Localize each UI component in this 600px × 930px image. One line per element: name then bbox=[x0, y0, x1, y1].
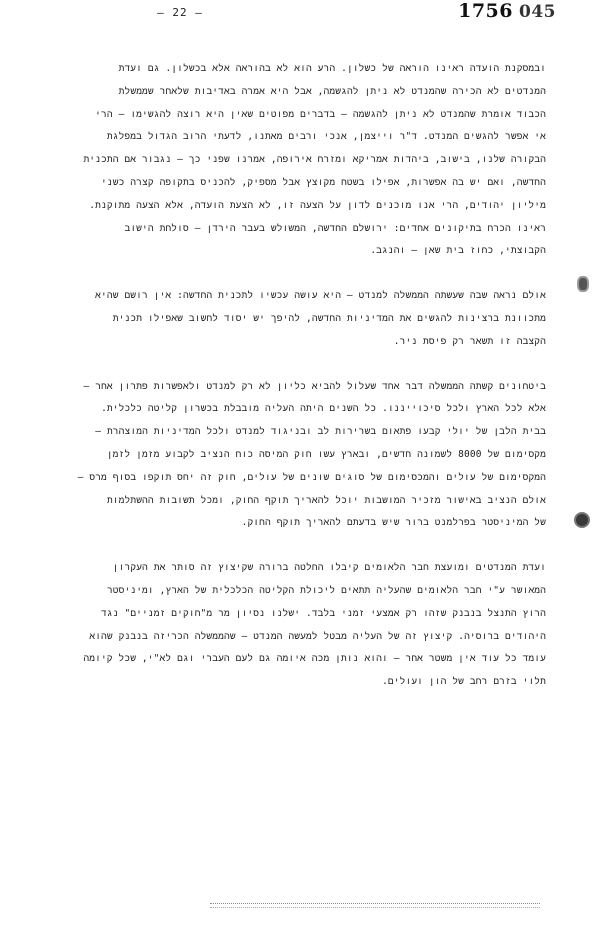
paragraph bbox=[66, 557, 546, 694]
text-line: המנדטים לא הכירה שהמנדט לא ניתן להגשמה, אבל היא אמרה באדיבות שלאחר שממשלת bbox=[118, 85, 546, 97]
document-number bbox=[458, 0, 556, 22]
document-number-main: 1756 bbox=[458, 0, 513, 22]
text-line: המאושר ע"י חבר הלאומים שהעליה תתאים ליכולת הקליטה הכלכלית של הארץ, ומיניסטר bbox=[106, 584, 546, 596]
text-line: המקסימום של עולים והמכסימום של סוגים שונים של עולים, חוק זה יחס תוקפו בסוף מרס – bbox=[77, 471, 546, 483]
text-line: אולם נראה שבה שעשתה הממשלה למנדט – היא עושה עכשיו לתכנית החדשה: אין רושם שהיא bbox=[95, 290, 546, 302]
punch-hole-mark bbox=[577, 276, 589, 292]
body-text bbox=[66, 58, 546, 716]
paragraph bbox=[66, 376, 546, 536]
text-line: מתכוונת ברצינות להגשים את המדיניות החדשה, להיפך יש יסוד לחשוב שאפילו תכנית bbox=[112, 312, 546, 324]
text-line: תלוי בזרם רחב של הון ועולים. bbox=[382, 676, 546, 688]
text-line: הכבוד אומרת שהמנדט לא ניתן להגשמה – בדברים מפוטים שאין היא רוצה להגשימו – הרי bbox=[95, 108, 546, 120]
text-line: החדשה, ואם יש בה אפשרות, אפילו בשטח מקוצץ אבל מספיק, להכניס בתקופה קצרה כשני bbox=[101, 176, 546, 188]
punch-hole-mark bbox=[574, 512, 590, 528]
text-line: עומד כל עוד אין משטר אחר – והוא נותן מכה איומה גם לעם העברי וגם לא"י, שכל קיומה bbox=[83, 653, 546, 665]
text-line: הרוץ התנצל בנבנק שזהו רק אמצעי זמני בלבד. ישלנו נסיון מר מ"חוקים זמניים" נגד bbox=[101, 607, 546, 619]
text-line: היהודים ברוסיה. קיצוץ זה של העליה מבטל למעשה המנדט – שהממשלה הכריזה בנבנק שהוא bbox=[89, 630, 546, 642]
text-line: ראינו הכרח בתיקונים אחדים: ירושלם החדשה, המשולש בעבר הירדן – סולחת הישוב bbox=[124, 222, 546, 234]
text-line: בבית הלבן של יולי קבעו פתאום בשרירות לב ובניגוד למנדט ולכל המדיניות המוצהרת – bbox=[95, 426, 546, 438]
text-line: אולם הנציב באישור מזכיר המושבות יוכל להאריך תוקף החוק, ומכל תשובות ההשתלמות bbox=[106, 494, 546, 506]
text-line: אלא לכל הארץ ולכל סיכוייננו. כל השנים היתה העליה מובבלת בכשרון קליטה כלכלית. bbox=[101, 403, 546, 415]
page-number: – 22 – bbox=[157, 6, 203, 19]
text-line: ועדת המנדטים ומועצת חבר הלאומים קיבלו החלטה ברורה שקיצוץ זה סותר את העקרון bbox=[112, 562, 546, 574]
paragraph bbox=[66, 285, 546, 353]
text-line: מיליון יהודים, הרי אנו מוכנים לדון על הצעה זו, לא הצעת הועדה, אלא הצעה מתוקנת. bbox=[89, 199, 546, 211]
paragraph bbox=[66, 58, 546, 263]
text-line: הבקורה שלנו, בישוב, ביהדות אמריקא ומזרח אירופה, אמרנו שפני כך – נגבור אם התכנית bbox=[83, 154, 546, 166]
text-line: ביטחונים קשתה הממשלה דבר אחד שעלול להביא כליון לא רק למנדט ולאפשרות פתרון אחר – bbox=[83, 380, 546, 392]
text-line: אי אפשר להגשים המנדט. ד"ר וייצמן, אנכי ורבים מאתנו, לדעתי הרוב הגדול במפלגת bbox=[106, 131, 546, 143]
document-number-suffix: 045 bbox=[519, 2, 556, 22]
text-line: הקבוצתי, כחוז בית שאן – והנגב. bbox=[370, 245, 546, 257]
text-line: ובמסקנת הועדה ראינו הוראה של כשלון. הרע הוא לא בהוראה אלא בכשלון. גם ועדת bbox=[118, 63, 546, 74]
text-line: מקסימום של 8000 לשמונה חדשים, ובארץ עשו חוק המיסה כוח הנציב לקבוע מזמן לזמן bbox=[106, 448, 546, 460]
text-line: של המיניסטר בפרלמנט ברור שיש בדעתם להאריך תוקף החוק. bbox=[241, 517, 546, 529]
footer-scan-artifact bbox=[210, 903, 540, 908]
text-line: הקצבה זו תשאר רק פיסת ניר. bbox=[393, 335, 546, 347]
